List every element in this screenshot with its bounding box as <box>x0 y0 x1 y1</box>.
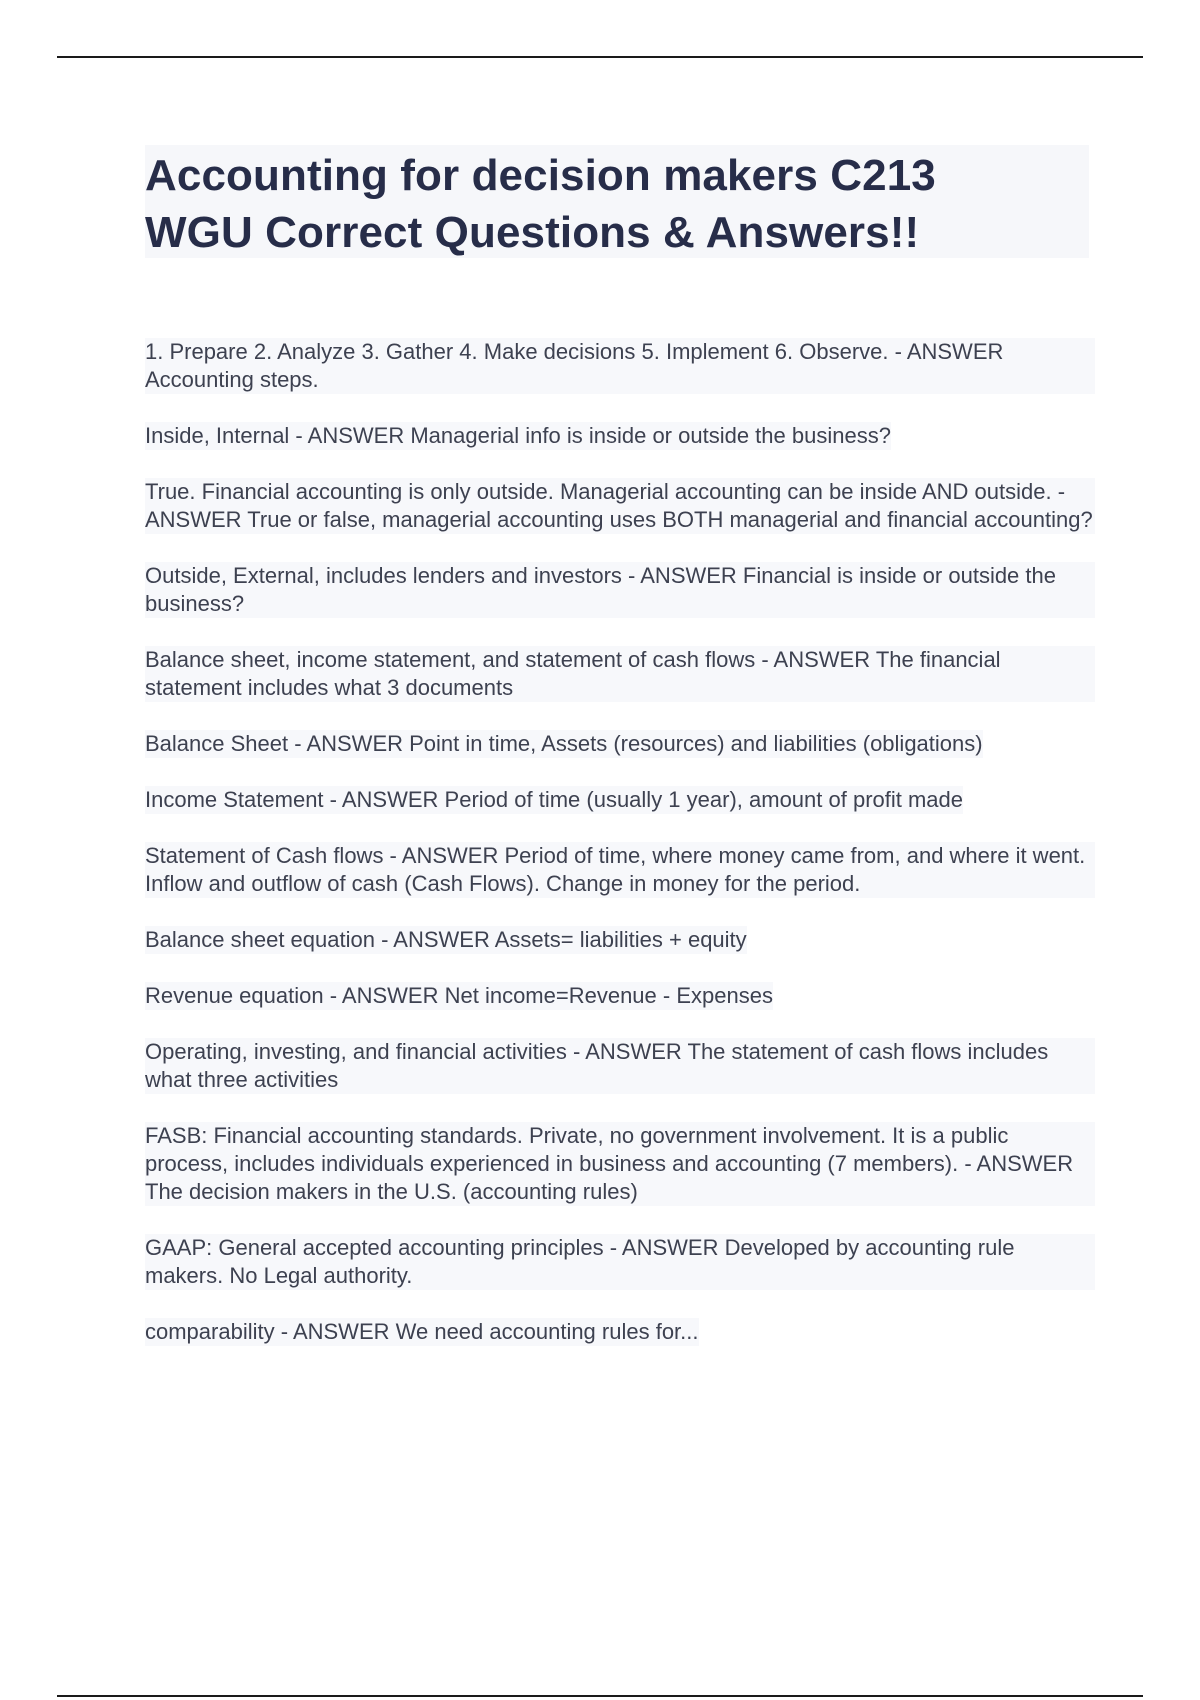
qa-item: Operating, investing, and financial activities - ANSWER The statement of cash flows includes what three activities <box>145 1038 1095 1094</box>
qa-item: Balance sheet, income statement, and statement of cash flows - ANSWER The financial statement includes what 3 documents <box>145 646 1095 702</box>
bottom-rule <box>57 1695 1143 1697</box>
qa-item: Income Statement - ANSWER Period of time (usually 1 year), amount of profit made <box>145 787 964 812</box>
qa-item: 1. Prepare 2. Analyze 3. Gather 4. Make decisions 5. Implement 6. Observe. - ANSWER Accounting steps. <box>145 338 1095 394</box>
qa-item: Outside, External, includes lenders and investors - ANSWER Financial is inside or outside the business? <box>145 562 1095 618</box>
title-block <box>145 145 1089 258</box>
title-line-2: WGU Correct Questions & Answers!! <box>145 208 920 257</box>
qa-list <box>145 338 1095 1374</box>
qa-item: Statement of Cash flows - ANSWER Period of time, where money came from, and where it went. Inflow and outflow of cash (Cash Flows). Change in money for the period. <box>145 842 1095 898</box>
qa-item: Revenue equation - ANSWER Net income=Revenue - Expenses <box>145 983 773 1008</box>
qa-item: Inside, Internal - ANSWER Managerial info is inside or outside the business? <box>145 423 891 448</box>
qa-item: True. Financial accounting is only outside. Managerial accounting can be inside AND outside. - ANSWER True or false, managerial accounting uses BOTH managerial and financial accounting? <box>145 478 1095 534</box>
qa-item: FASB: Financial accounting standards. Private, no government involvement. It is a public process, includes individuals experienced in business and accounting (7 members). - ANSWER The decision makers in the U.S. (accounting rules) <box>145 1122 1095 1206</box>
qa-item: GAAP: General accepted accounting principles - ANSWER Developed by accounting rule makers. No Legal authority. <box>145 1234 1095 1290</box>
document-title <box>145 147 1089 261</box>
title-line-1: Accounting for decision makers C213 <box>145 151 936 200</box>
top-rule <box>57 56 1143 58</box>
qa-item: comparability - ANSWER We need accounting rules for... <box>145 1319 699 1344</box>
qa-item: Balance Sheet - ANSWER Point in time, Assets (resources) and liabilities (obligations) <box>145 731 983 756</box>
qa-item: Balance sheet equation - ANSWER Assets= liabilities + equity <box>145 927 747 952</box>
